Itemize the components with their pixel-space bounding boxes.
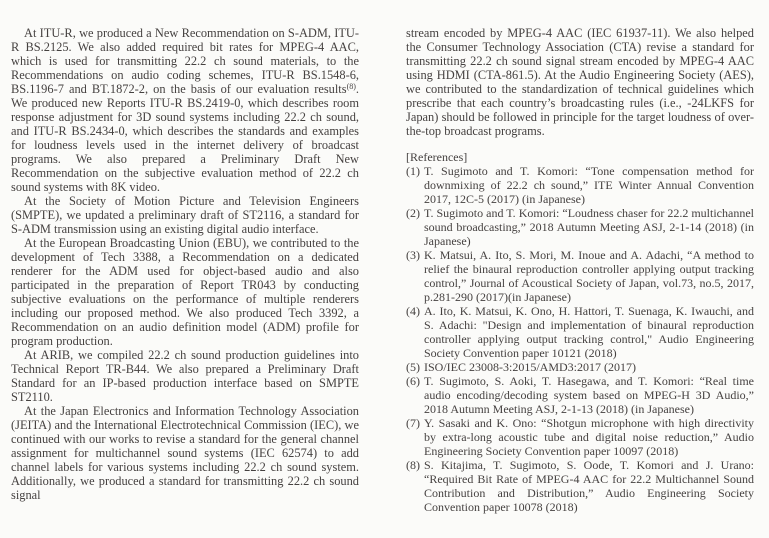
reference-marker: (5) [406, 360, 420, 374]
reference-item-2 [406, 206, 754, 248]
reference-text: A. Ito, K. Matsui, K. Ono, H. Hattori, T. Suenaga, K. Iwauchi, and S. Adachi: "Design and implementation of binaural reproduction controller applying output tracking control," Audio Engineering Society Convention paper 10121 (2018) [424, 304, 754, 360]
reference-item-7 [406, 416, 754, 458]
reference-item-5 [406, 360, 754, 374]
paragraph-text: At ITU-R, we produced a New Recommendation on S-ADM, ITU-R BS.2125. We also added required bit rates for MPEG-4 AAC, which is used for transmitting 22.2 ch sound materials, to the Recommendations on audio coding schemes, ITU-R BS.1548-6, BS.1196-7 and BT.1872-2, on the basis of our evaluation results [11, 26, 359, 96]
reference-text: T. Sugimoto, S. Aoki, T. Hasegawa, and T. Komori: “Real time audio encoding/decoding system based on MPEG-H 3D Audio,” 2018 Autumn Meeting ASJ, 2-1-13 (2018) (in Japanese) [424, 374, 754, 416]
reference-item-4 [406, 304, 754, 360]
reference-text: Y. Sasaki and K. Ono: “Shotgun microphone with high directivity by extra-long acoustic tube and digital noise reduction,” Audio Engineering Society Convention paper 10097 (2018) [424, 416, 754, 458]
reference-marker: (3) [406, 248, 420, 262]
reference-item-6 [406, 374, 754, 416]
reference-text: S. Kitajima, T. Sugimoto, S. Oode, T. Komori and J. Urano: “Required Bit Rate of MPEG-4 AAC for 22.2 Multichannel Sound Contribution and Distribution,” Audio Engineering Society Convention paper 10078 (2018) [424, 458, 754, 514]
paragraph-text: . We produced new Reports ITU-R BS.2419-0, which describes room response adjustment for 3D sound systems including 22.2 ch sound, and ITU-R BS.2434-0, which describes the standards and examples for loudness levels used in the internet delivery of broadcast programs. We also prepared a Preliminary Draft New Recommendation on the subjective evaluation method of 22.2 ch sound systems with 8K video. [11, 82, 359, 194]
reference-marker: (8) [406, 458, 420, 472]
reference-item-1 [406, 164, 754, 206]
references-heading: [References] [406, 150, 468, 164]
left-column [11, 26, 359, 528]
paragraph-smpte: At the Society of Motion Picture and Television Engineers (SMPTE), we updated a preliminary draft of ST2116, a standard for S-ADM transmission using an existing digital audio interface. [11, 194, 359, 236]
reference-text: ISO/IEC 23008-3:2015/AMD3:2017 (2017) [424, 360, 636, 374]
right-column [406, 26, 754, 528]
paragraph-arib: At ARIB, we compiled 22.2 ch sound production guidelines into Technical Report TR-B44. We also prepared a Preliminary Draft Standard for an IP-based production interface based on SMPTE ST2110. [11, 348, 359, 404]
reference-text: T. Sugimoto and T. Komori: “Tone compensation method for downmixing of 22.2 ch sound,” ITE Winter Annual Convention 2017, 12C-5 (2017) (in Japanese) [424, 164, 754, 206]
paragraph-ebu: At the European Broadcasting Union (EBU), we contributed to the development of Tech 3388, a Recommendation on a dedicated renderer for the ADM used for object-based audio and also participated in the preparation of Report TR043 by conducting subjective evaluations on the performance of multiple renderers including our proposed method. We also produced Tech 3392, a Recommendation on an audio definition model (ADM) profile for program production. [11, 236, 359, 348]
reference-text: K. Matsui, A. Ito, S. Mori, M. Inoue and A. Adachi, “A method to relief the binaural reproduction controller applying output tracking control,” Journal of Acoustical Society of Japan, vol.73, no.5, 2017, p.281-290 (2017)(in Japanese) [424, 248, 754, 304]
paragraph-continuation: stream encoded by MPEG-4 AAC (IEC 61937-11). We also helped the Consumer Technology Association (CTA) revise a standard for transmitting 22.2 ch sound signal stream encoded by MPEG-4 AAC using HDMI (CTA-861.5). At the Audio Engineering Society (AES), we contributed to the standardization of technical guidelines which prescribe that each country’s broadcasting rules (i.e., -24LKFS for Japan) should be followed in principle for the target loudness of over-the-top broadcast programs. [406, 26, 754, 138]
reference-item-3 [406, 248, 754, 304]
paragraph-jeita-iec: At the Japan Electronics and Information Technology Association (JEITA) and the International Electrotechnical Commission (IEC), we continued with our works to revise a standard for the general channel assignment for multichannel sound systems (IEC 62574) to add channel labels for various systems including 22.2 ch sound system. Additionally, we produced a standard for transmitting 22.2 ch sound signal [11, 404, 359, 502]
reference-marker: (7) [406, 416, 420, 430]
reference-marker: (4) [406, 304, 420, 318]
reference-marker: (2) [406, 206, 420, 220]
reference-item-8 [406, 458, 754, 514]
reference-marker: (6) [406, 374, 420, 388]
reference-marker: (1) [406, 164, 420, 178]
paragraph-itu-r [11, 26, 359, 194]
reference-text: T. Sugimoto and T. Komori: “Loudness chaser for 22.2 multichannel sound broadcasting,” 2018 Autumn Meeting ASJ, 2-1-14 (2018) (in Japanese) [424, 206, 754, 248]
footnote-reference-8: (8) [346, 82, 356, 91]
